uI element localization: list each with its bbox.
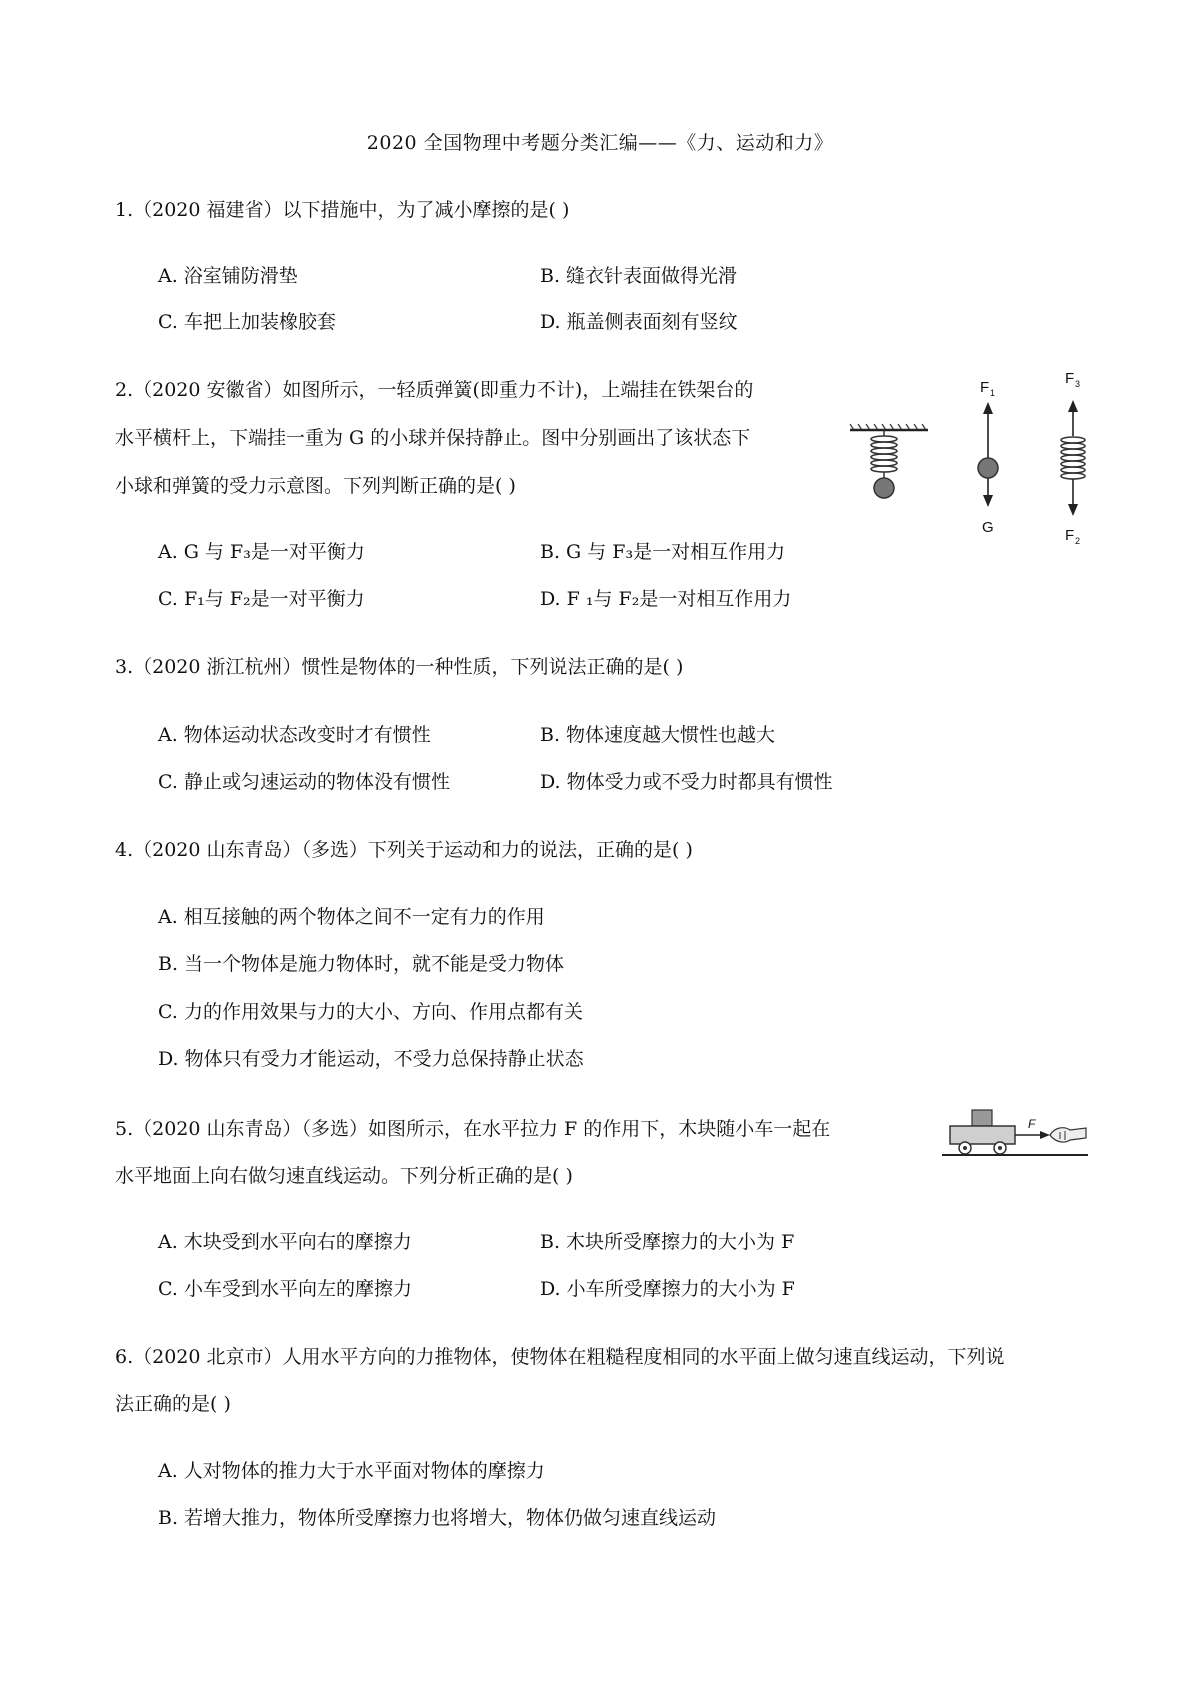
question-2-figure <box>840 368 1130 553</box>
question-2-option-a: A. G 与 F₃是一对平衡力 <box>158 541 365 563</box>
force-f1-subscript: 1 <box>990 388 996 398</box>
ball-force-diagram <box>978 379 998 536</box>
question-2-option-b: B. G 与 F₃是一对相互作用力 <box>540 541 786 563</box>
question-4-option-c: C. 力的作用效果与力的大小、方向、作用点都有关 <box>158 1001 583 1023</box>
question-1-option-d: D. 瓶盖侧表面刻有竖纹 <box>540 311 738 333</box>
question-4-option-b: B. 当一个物体是施力物体时，就不能是受力物体 <box>158 953 565 975</box>
question-4-stem: 4.（2020 山东青岛）（多选）下列关于运动和力的说法，正确的是( ) <box>115 839 693 861</box>
question-6-option-a: A. 人对物体的推力大于水平面对物体的摩擦力 <box>158 1460 545 1482</box>
question-5-option-a: A. 木块受到水平向右的摩擦力 <box>158 1231 412 1253</box>
page-title: 2020 全国物理中考题分类汇编——《力、运动和力》 <box>366 132 834 154</box>
question-6-stem-line-1: 6.（2020 北京市）人用水平方向的力推物体，使物体在粗糙程度相同的水平面上做匀速直线运动，下列说 <box>115 1346 1005 1368</box>
force-f-label: F <box>1028 1117 1036 1131</box>
question-3-option-a: A. 物体运动状态改变时才有惯性 <box>158 724 431 746</box>
question-1-option-a: A. 浴室铺防滑垫 <box>158 265 298 287</box>
question-3-option-c: C. 静止或匀速运动的物体没有惯性 <box>158 771 450 793</box>
spring-with-ball-diagram <box>850 424 928 498</box>
pulling-hand-icon <box>1050 1128 1086 1142</box>
question-6-option-b: B. 若增大推力，物体所受摩擦力也将增大，物体仍做匀速直线运动 <box>158 1507 717 1529</box>
force-f1-label: F <box>980 379 990 396</box>
wooden-block <box>972 1110 992 1126</box>
force-g-label: G <box>982 519 994 536</box>
question-3-stem: 3.（2020 浙江杭州）惯性是物体的一种性质，下列说法正确的是( ) <box>115 656 684 678</box>
cart-with-block-diagram <box>942 1110 1088 1155</box>
question-3-option-b: B. 物体速度越大惯性也越大 <box>540 724 776 746</box>
question-2-option-c: C. F₁与 F₂是一对平衡力 <box>158 588 365 610</box>
question-3-option-d: D. 物体受力或不受力时都具有惯性 <box>540 771 833 793</box>
question-1-option-c: C. 车把上加装橡胶套 <box>158 311 336 333</box>
question-5-option-d: D. 小车所受摩擦力的大小为 F <box>540 1278 795 1300</box>
question-2-stem-line-3: 小球和弹簧的受力示意图。下列判断正确的是( ) <box>115 475 516 497</box>
question-2-stem-line-1: 2.（2020 安徽省）如图所示，一轻质弹簧(即重力不计)，上端挂在铁架台的 <box>115 379 754 401</box>
question-6-stem-line-2: 法正确的是( ) <box>115 1393 231 1415</box>
question-4-option-a: A. 相互接触的两个物体之间不一定有力的作用 <box>158 906 545 928</box>
force-f3-subscript: 3 <box>1075 379 1081 389</box>
cart-body <box>950 1126 1015 1144</box>
force-f2-label: F <box>1065 527 1075 544</box>
question-1-option-b: B. 缝衣针表面做得光滑 <box>540 265 738 287</box>
question-5-option-c: C. 小车受到水平向左的摩擦力 <box>158 1278 412 1300</box>
question-5-figure <box>940 1108 1090 1164</box>
question-5-option-b: B. 木块所受摩擦力的大小为 F <box>540 1231 795 1253</box>
ball <box>874 478 894 498</box>
force-f3-label: F <box>1065 370 1075 387</box>
question-2-stem-line-2: 水平横杆上，下端挂一重为 G 的小球并保持静止。图中分别画出了该状态下 <box>115 427 751 449</box>
question-2-option-d: D. F ₁与 F₂是一对相互作用力 <box>540 588 792 610</box>
spring-force-diagram <box>1061 370 1085 546</box>
question-4-option-d: D. 物体只有受力才能运动，不受力总保持静止状态 <box>158 1048 584 1070</box>
question-5-stem-line-2: 水平地面上向右做匀速直线运动。下列分析正确的是( ) <box>115 1165 573 1187</box>
question-5-stem-line-1: 5.（2020 山东青岛）（多选）如图所示，在水平拉力 F 的作用下，木块随小车一起在 <box>115 1118 831 1140</box>
force-f2-subscript: 2 <box>1075 536 1081 546</box>
question-1-stem: 1.（2020 福建省）以下措施中，为了减小摩擦的是( ) <box>115 199 570 221</box>
